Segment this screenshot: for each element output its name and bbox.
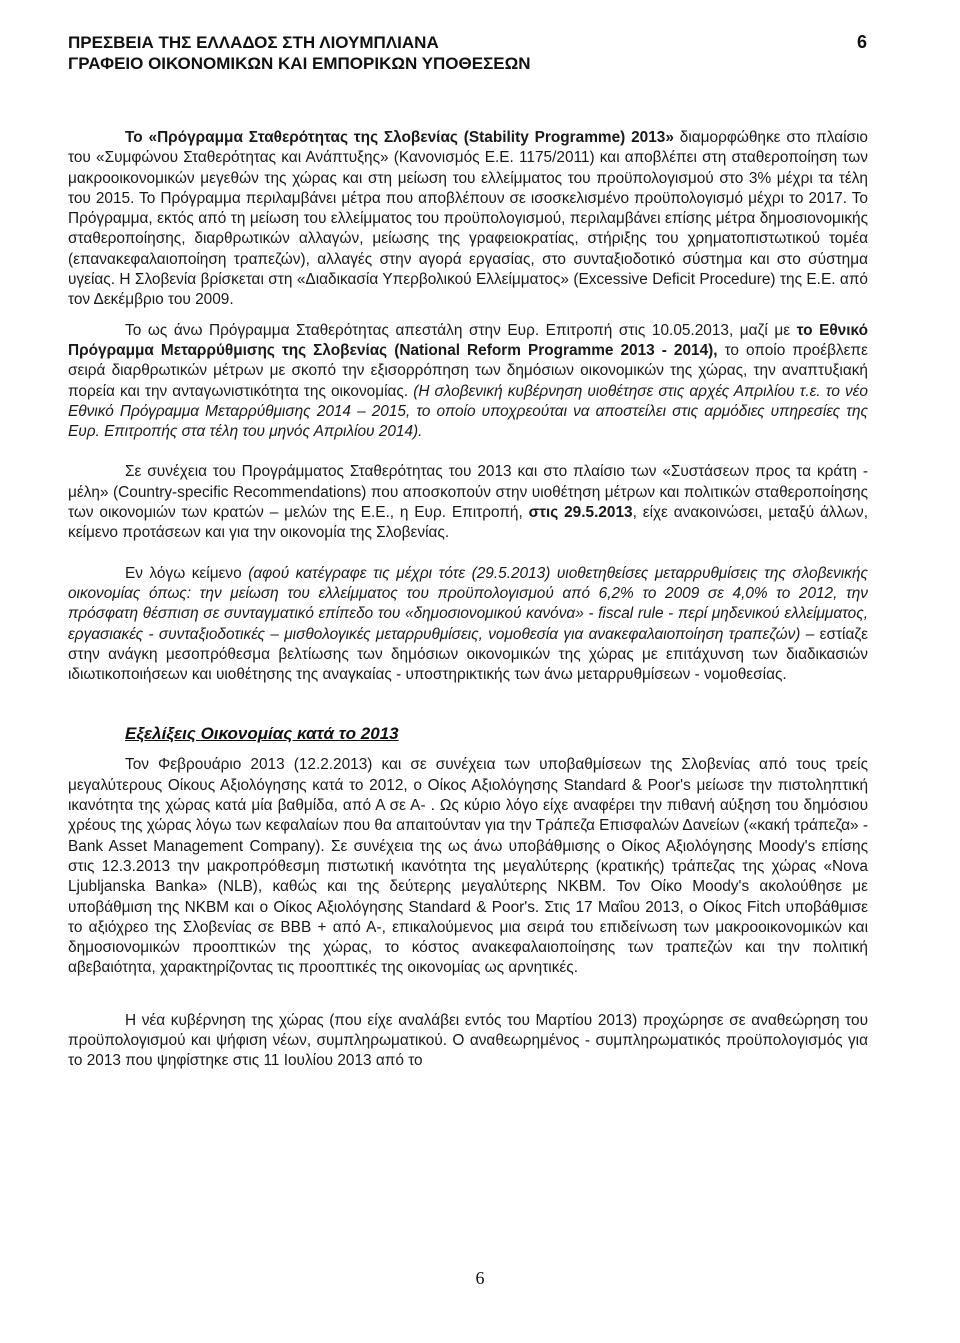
header-embassy: ΠΡΕΣΒΕΙΑ ΤΗΣ ΕΛΛΑΔΟΣ ΣΤΗ ΛΙΟΥΜΠΛΙΑΝΑ — [68, 33, 439, 52]
reform-text-1: Το ως άνω Πρόγραμμα Σταθερότητας απεστάλη στην Ευρ. Επιτροπή στις 10.05.2013, μαζί με — [125, 321, 797, 339]
paragraph-ratings: Τον Φεβρουάριο 2013 (12.2.2013) και σε συνέχεια των υποβαθμίσεων της Σλοβενίας από τους τρείς μεγαλύτερους Οίκους Αξιολόγησης κατά το 2012, ο Οίκος Αξιολόγησης Standard & Poor's μείωσε την πιστοληπτική ικανότητα της χώρας κατά μία βαθμίδα, από Α σε Α- . Ως κύριο λόγο είχε αναφέρει την πιθανή αύξηση του δημόσιου χρέους της χώρας λόγω των κεφαλαίων που θα απαιτούνταν για την Τράπεζα Επισφαλών Δανείων («κακή τράπεζα» - Bank Asset Management Company). Σε συνέχεια της ως άνω υποβάθμισης ο Οίκος Αξιολόγησης Moody's επίσης στις 12.3.2013 την μακροπρόθεσμη πιστωτική ικανότητα της μεγαλύτερης (κρατικής) τράπεζας της χώρας «Nova Ljubljanska Banka» (NLB), καθώς και της δεύτερης μεγαλύτερης NKBM. Τον Οίκο Moody's ακολούθησε με υποβάθμιση της NKBM και ο Οίκος Αξιολόγησης Standard & Poor's. Στις 17 Μαΐου 2013, ο Οίκος Fitch υποβάθμισε το αξιόχρεο της Σλοβενίας σε BBB + από Α-, επικαλούμενος μια σειρά του επιδείνωση των μακροοικονομικών και δημοσιονομικών προοπτικών της χώρας, το κόστος ανακεφαλαιοποίησης των τραπεζών και την πολιτική αβεβαιότητα, χαρακτηρίζοντας τις προοπτικές της οικονομίας ως αρνητικές. — [68, 756, 869, 977]
paragraph-new-government: Η νέα κυβέρνηση της χώρας (που είχε αναλάβει εντός του Μαρτίου 2013) προχώρησε σε αναθεώρηση του προϋπολογισμού και ψήφιση νέων, συμπληρωματικού. Ο αναθεωρημένος - συμπληρωματικός προϋπολογισμός για το 2013 που ψηφίστηκε στις 11 Ιουλίου 2013 από το — [68, 1011, 868, 1070]
recommendations-text-2: , είχε ανακοινώσει, μεταξύ άλλων, κείμενο προτάσεων και για την οικονομία της Σλοβενίας. — [68, 504, 868, 542]
paragraph-stability-programme — [68, 128, 868, 311]
reform-text-2: το οποίο προέβλεπε σειρά διαρθρωτικών μέτρων με σκοπό την εξισορρόπηση των δημόσιων οικονομικών της χώρας, την αναπτυξιακή πορεία και την ανταγωνιστικότητα της οικονομίας. — [68, 341, 868, 400]
paragraph-commission-text — [68, 564, 868, 686]
paragraph-reform-programme — [68, 321, 868, 443]
commission-text-2: – εστίαζε στην ανάγκη μεσοπρόθεσμα βελτίωσης των δημόσιων οικονομικών της χώρας με επιτάχυνση των διαδικασιών ιδιωτικοποιήσεων και υιοθέτησης της αναγκαίας - υποστηρικτικής των άνω μεταρρυθμίσεων - νομοθεσίας. — [68, 625, 868, 684]
page-header — [68, 32, 898, 74]
commission-text-1: Εν λόγω κείμενο — [125, 564, 249, 582]
reform-programme-title: το Εθνικό Πρόγραμμα Μεταρρύθμισης της Σλοβενίας (National Reform Programme 2013 - 2014), — [68, 321, 868, 359]
paragraph-recommendations — [68, 462, 868, 543]
recommendations-date: στις 29.5.2013 — [528, 504, 633, 522]
stability-programme-text: διαμορφώθηκε στο πλαίσιο του «Συμφώνου Σταθερότητας και Ανάπτυξης» (Κανονισμός Ε.Ε. 1175/2011) και αποβλέπει στη σταθεροποίηση των μακροοικονομικών μεγεθών της χώρας και στη μείωση του ελλείμματος του προϋπολογισμού στο 3% μέχρι τα τέλη του 2015. Το Πρόγραμμα περιλαμβάνει μέτρα που αποβλέπουν σε ισοσκελισμένο προϋπολογισμό μέχρι το 2017. Το Πρόγραμμα, εκτός από τη μείωση του ελλείμματος του προϋπολογισμού, περιλαμβάνει επίσης μέτρα δημοσιονομικής σταθεροποίησης, διαρθρωτικών αλλαγών, μείωσης της γραφειοκρατίας, στήριξης του χρηματοπιστωτικού τομέα (επανακεφαλαιοποίηση τραπεζών), αλλαγές στην αγορά εργασίας, στο συνταξιοδοτικό σύστημα και στο σύστημα υγείας. Η Σλοβενία βρίσκεται στη «Διαδικασία Υπερβολικού Ελλείμματος» (Excessive Deficit Procedure) της Ε.Ε. από τον Δεκέμβριο του 2009. — [68, 129, 868, 309]
recommendations-text-1: Σε συνέχεια του Προγράμματος Σταθερότητας του 2013 και στο πλαίσιο των «Συστάσεων προς τα κράτη - μέλη» (Country-specific Recommendations) που αποσκοπούν στην υιοθέτηση μέτρων και πολιτικών σταθεροποίησης των οικονομιών των κρατών – μελών της Ε.Ε., η Ευρ. Επιτροπή, — [68, 463, 868, 522]
document-body — [68, 128, 868, 1072]
stability-programme-title: Το «Πρόγραμμα Σταθερότητας της Σλοβενίας (Stability Programme) 2013» — [125, 129, 674, 146]
commission-note: (αφού κατέγραφε τις μέχρι τότε (29.5.2013) υιοθετηθείσες μεταρρυθμίσεις της σλοβενικής οικονομίας όπως: την μείωση του ελλείμματος του προϋπολογισμού από 6,2% το 2009 σε 4,0% το 2012, την πρόσφατη θέσπιση σε συνταγματικό επίπεδο του «δημοσιονομικού κανόνα» - fiscal rule - περί μηδενικού ελλείμματος, εργασιακές - συνταξιοδοτικές – μισθολογικές μεταρρυθμίσεις, νομοθεσία για ανακεφαλαιοποίηση τραπεζών) — [68, 564, 869, 643]
header-office: ΓΡΑΦΕΙΟ ΟΙΚΟΝΟΜΙΚΩΝ ΚΑΙ ΕΜΠΟΡΙΚΩΝ ΥΠΟΘΕΣΕΩΝ — [68, 54, 531, 73]
header-page-number: 6 — [857, 32, 868, 52]
footer-page-number: 6 — [475, 1268, 485, 1288]
reform-note: (Η σλοβενική κυβέρνηση υιοθέτησε στις αρχές Απριλίου τ.ε. το νέο Εθνικό Πρόγραμμα Μεταρρύθμισης 2014 – 2015, το οποίο υποχρεούται να αποστείλει στις αρμόδιες υπηρεσίες της Ευρ. Επιτροπής στα τέλη του μηνός Απριλίου 2014). — [68, 382, 868, 441]
section-title: Εξελίξεις Οικονομίας κατά το 2013 — [125, 724, 399, 744]
